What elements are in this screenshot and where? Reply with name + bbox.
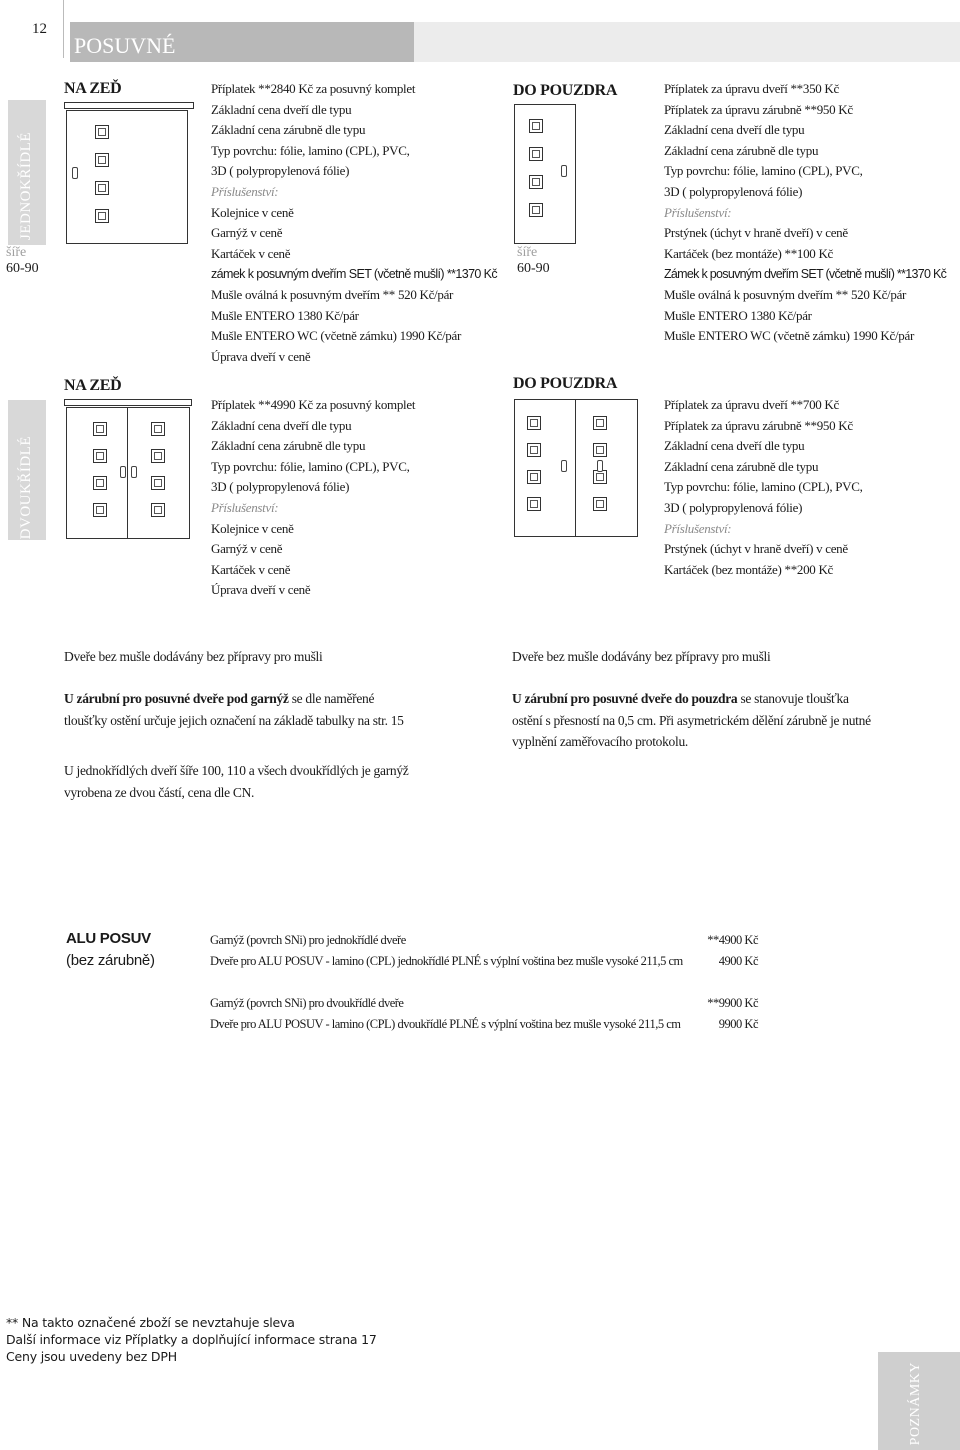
footer-line: Další informace viz Příplatky a doplňující informace strana 17	[6, 1332, 377, 1347]
footer-line: ** Na takto označené zboží se nevztahuje sleva	[6, 1315, 295, 1330]
wall-double-line: Příslušenství:	[211, 499, 279, 515]
note-right-frame	[512, 688, 952, 753]
note-left-frame-line2: tloušťky ostění určuje jejich označení na základě tabulky na str. 15	[64, 712, 404, 728]
handle	[120, 466, 126, 478]
wall-double-line: Kartáček v ceně	[211, 561, 291, 577]
door-panel	[151, 476, 165, 490]
wall-double-line: Základní cena dveří dle typu	[211, 417, 352, 433]
alu-row-price: 4900 Kč	[718, 954, 758, 968]
side-label-single: JEDNOKŘÍDLÉ	[18, 132, 34, 240]
alu-row-desc: Dveře pro ALU POSUV - lamino (CPL) dvoukřídlé PLNÉ s výplní voština bez mušle vysoké 211,5 cm	[210, 1017, 681, 1031]
wall-double-line: Základní cena zárubně dle typu	[211, 438, 366, 454]
note-right-frame-bold: U zárubní pro posuvné dveře do pouzdra	[512, 691, 738, 706]
wall-single-heading: NA ZEĎ	[64, 80, 122, 97]
wall-single-line: Příplatek **2840 Kč za posuvný komplet	[211, 81, 416, 96]
rail	[64, 399, 192, 406]
notes-tab-label: POZNÁMKY	[908, 1362, 923, 1446]
page-title	[70, 22, 414, 62]
door-panel	[529, 119, 543, 133]
door-panel	[527, 443, 541, 457]
pocket-single-line: Základní cena zárubně dle typu	[664, 142, 819, 158]
alu-heading	[66, 928, 155, 972]
rail	[64, 102, 194, 109]
wall-double-line: Garnýž v ceně	[211, 541, 283, 557]
pocket-single-line: Mušle ENTERO 1380 Kč/pár	[664, 307, 812, 323]
notes-tab	[878, 1352, 960, 1450]
wall-double-text	[211, 395, 415, 601]
wall-double-line: Kolejnice v ceně	[211, 520, 294, 536]
door-split	[127, 408, 128, 538]
handle	[131, 466, 137, 478]
wall-single-line: Kolejnice v ceně	[211, 204, 294, 220]
side-label-double: DVOUKŘÍDLÉ	[18, 436, 34, 540]
pocket-double-text	[664, 395, 863, 580]
pocket-double-line: Kartáček (bez montáže) **200 Kč	[664, 561, 833, 577]
handle	[561, 460, 567, 472]
door-panel	[527, 470, 541, 484]
alu-subtitle: (bez zárubně)	[66, 952, 155, 969]
pocket-double-heading: DO POUZDRA	[513, 375, 618, 392]
header-bar	[414, 22, 960, 62]
wall-single-line: zámek k posuvným dveřím SET (včetně mušlí) **1370 Kč	[211, 267, 498, 282]
door-panel	[95, 209, 109, 223]
wall-single-line: Mušle oválná k posuvným dveřím ** 520 Kč/pár	[211, 286, 454, 302]
door-panel	[95, 153, 109, 167]
pocket-single-line: 3D ( polypropylenová fólie)	[664, 183, 803, 199]
door-panel	[527, 416, 541, 430]
pocket-frame-double	[514, 399, 638, 537]
door-panel	[151, 422, 165, 436]
footer-notes	[6, 1314, 377, 1365]
pocket-double-line: Prstýnek (úchyt v hraně dveří) v ceně	[664, 541, 848, 557]
alu-row-price: **4900 Kč	[707, 933, 758, 947]
wall-double-line: 3D ( polypropylenová fólie)	[211, 479, 350, 495]
pocket-double-line: Příslušenství:	[664, 520, 732, 536]
pocket-single-line: Zámek k posuvným dveřím SET (včetně mušlí) **1370 Kč	[664, 267, 947, 282]
side-block-single	[8, 100, 46, 245]
door-panel	[529, 175, 543, 189]
door-panel	[593, 470, 607, 484]
note-right-frame-rest: se stanovuje tloušťka	[737, 691, 849, 706]
pocket-double-line: Příplatek za úpravu dveří **700 Kč	[664, 397, 839, 412]
wall-single-line: Příslušenství:	[211, 183, 279, 199]
width-label: šíře	[517, 245, 538, 260]
width-value: 60-90	[6, 261, 39, 276]
pocket-double-line: Typ povrchu: fólie, lamino (CPL), PVC,	[664, 479, 863, 495]
pocket-single-line: Prstýnek (úchyt v hraně dveří) v ceně	[664, 225, 848, 241]
wall-single-line: Úprava dveří v ceně	[211, 348, 311, 364]
wall-double-heading: NA ZEĎ	[64, 377, 122, 394]
width-label: šíře	[6, 245, 27, 260]
door-panel	[151, 449, 165, 463]
wall-single-line: Kartáček v ceně	[211, 245, 291, 261]
width-tag-single	[6, 245, 39, 277]
wall-double-line: Úprava dveří v ceně	[211, 582, 311, 598]
door-double-wall	[66, 407, 190, 539]
pocket-single-line: Mušle oválná k posuvným dveřím ** 520 Kč/pár	[664, 286, 907, 302]
wall-single-line: Mušle ENTERO 1380 Kč/pár	[211, 307, 359, 323]
note-left-garnyz-line2: vyrobena ze dvou částí, cena dle CN.	[64, 784, 255, 800]
wall-single-line: Mušle ENTERO WC (včetně zámku) 1990 Kč/pár	[211, 328, 461, 344]
pocket-single-line: Příplatek za úpravu dveří **350 Kč	[664, 81, 839, 96]
wall-single-line: Základní cena dveří dle typu	[211, 101, 352, 117]
page-number: 12	[32, 20, 47, 37]
header-divider	[63, 0, 64, 58]
door-panel	[95, 181, 109, 195]
note-left-frame	[64, 688, 494, 731]
alu-row-price: **9900 Kč	[707, 996, 758, 1010]
alu-row-desc: Dveře pro ALU POSUV - lamino (CPL) jednokřídlé PLNÉ s výplní voština bez mušle vysoké 211,5 cm	[210, 954, 683, 968]
handle	[72, 167, 78, 179]
note-left-frame-rest: se dle naměřené	[288, 691, 375, 706]
wall-single-line: Základní cena zárubně dle typu	[211, 122, 366, 138]
note-left-garnyz	[64, 760, 494, 803]
wall-single-text	[211, 79, 497, 367]
note-left-frame-bold: U zárubní pro posuvné dveře pod garnýž	[64, 691, 289, 706]
door-panel	[93, 476, 107, 490]
alu-row-price: 9900 Kč	[718, 1017, 758, 1031]
handle	[597, 460, 603, 472]
footer-line: Ceny jsou uvedeny bez DPH	[6, 1349, 177, 1364]
door-panel	[593, 443, 607, 457]
door-panel	[93, 503, 107, 517]
pocket-double-line: Příplatek za úpravu zárubně **950 Kč	[664, 417, 853, 433]
wall-single-line: Typ povrchu: fólie, lamino (CPL), PVC,	[211, 142, 410, 158]
pocket-double-line: Základní cena zárubně dle typu	[664, 458, 819, 474]
door-panel	[593, 416, 607, 430]
pocket-single-heading: DO POUZDRA	[513, 82, 618, 99]
door-panel	[593, 497, 607, 511]
door-panel	[151, 503, 165, 517]
pocket-single-line: Typ povrchu: fólie, lamino (CPL), PVC,	[664, 163, 863, 179]
wall-double-line: Typ povrchu: fólie, lamino (CPL), PVC,	[211, 458, 410, 474]
note-left-no-shell: Dveře bez mušle dodávány bez přípravy pro mušli	[64, 649, 323, 664]
pocket-single-line: Příplatek za úpravu zárubně **950 Kč	[664, 101, 853, 117]
side-block-double	[8, 400, 46, 540]
width-tag-pocket	[517, 245, 550, 277]
pocket-single-line: Základní cena dveří dle typu	[664, 122, 805, 138]
wall-single-line: 3D ( polypropylenová fólie)	[211, 163, 350, 179]
pocket-frame	[514, 104, 576, 244]
wall-single-line: Garnýž v ceně	[211, 225, 283, 241]
alu-row-desc: Garnýž (povrch SNi) pro dvoukřídlé dveře	[210, 996, 404, 1010]
door-panel	[529, 203, 543, 217]
pocket-single-line: Příslušenství:	[664, 204, 732, 220]
wall-double-line: Příplatek **4990 Kč za posuvný komplet	[211, 397, 416, 412]
pocket-single-line: Kartáček (bez montáže) **100 Kč	[664, 245, 833, 261]
pocket-single-text	[664, 79, 946, 347]
pocket-single-line: Mušle ENTERO WC (včetně zámku) 1990 Kč/pár	[664, 328, 914, 344]
door-panel	[529, 147, 543, 161]
handle	[561, 165, 567, 177]
width-value: 60-90	[517, 261, 550, 276]
note-right-frame-line3: vyplnění zaměřovacího protokolu.	[512, 734, 688, 749]
pocket-double-line: Základní cena dveří dle typu	[664, 438, 805, 454]
page-title-text: POSUVNÉ	[74, 33, 176, 58]
note-right-frame-line2: ostění s přesností na 0,5 cm. Při asymetrickém dělění zárubně je nutné	[512, 712, 871, 728]
door-panel	[95, 125, 109, 139]
door-panel	[93, 422, 107, 436]
door-panel	[527, 497, 541, 511]
alu-title: ALU POSUV	[66, 930, 151, 947]
door-single-wall	[66, 110, 188, 244]
door-split	[575, 400, 576, 536]
note-left-garnyz-line1: U jednokřídlých dveří šíře 100, 110 a všech dvoukřídlých je garnýž	[64, 763, 409, 778]
pocket-double-line: 3D ( polypropylenová fólie)	[664, 499, 803, 515]
note-right-no-shell: Dveře bez mušle dodávány bez přípravy pro mušli	[512, 649, 771, 664]
door-panel	[93, 449, 107, 463]
alu-row-desc: Garnýž (povrch SNi) pro jednokřídlé dveře	[210, 933, 406, 947]
